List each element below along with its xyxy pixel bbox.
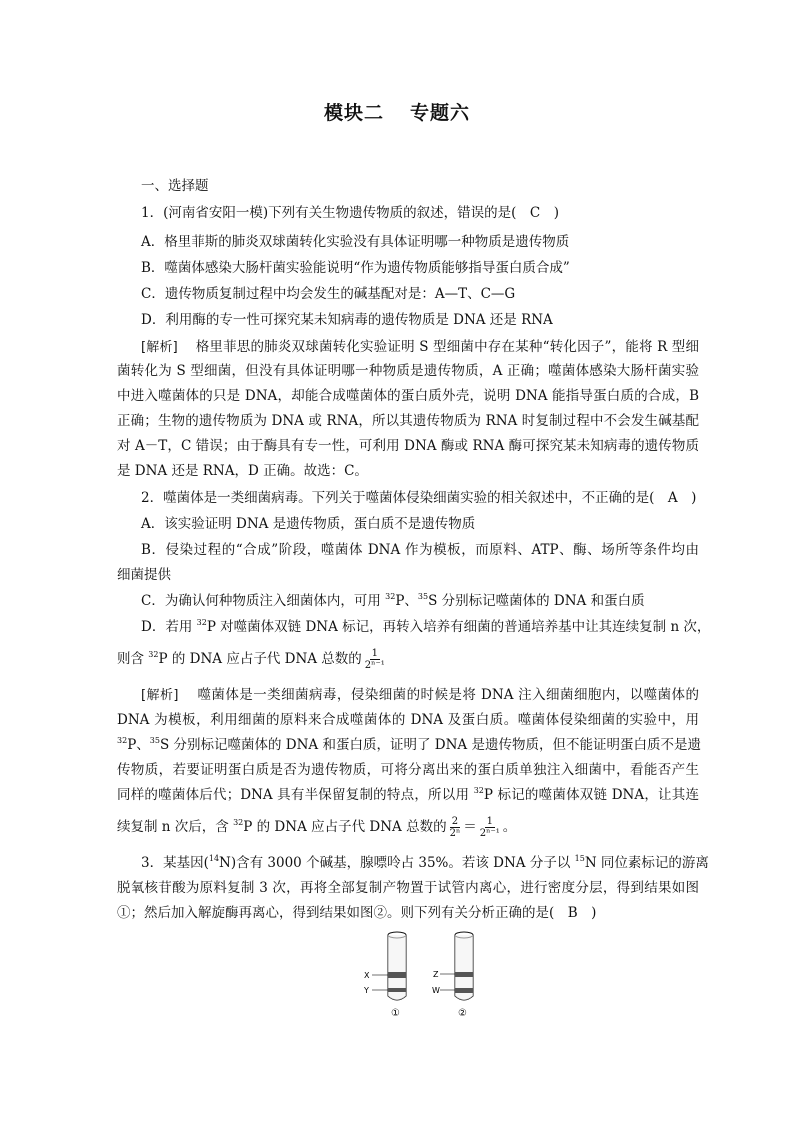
q1-analysis-line: 对 A－T，C 错误；由于酶具有专一性，可利用 DNA 酶或 RNA 酶可探究某未知病毒的遗传物质 [117,438,699,454]
q3-text: 3．某基因( [141,855,209,871]
fraction-numerator: 1 [486,816,493,827]
q2-analysis-line: DNA 为模板，利用细菌的原料来合成噬菌体的 DNA 及蛋白质。噬菌体侵染细菌的实验中，用 [117,712,699,728]
q2-analysis-tag: [解析] [141,688,179,703]
q3-text: N 同位素标记的游离 [584,855,709,871]
fraction [363,648,387,671]
q2-option-b: B．侵染过程的“合成”阶段，噬菌体 DNA 作为模板，而原料、ATP、酶、场所等条件均由 [141,542,699,558]
q2-stem: 2．噬菌体是一类细菌病毒。下列关于噬菌体侵染细菌实验的相关叙述中，不正确的是( A ) [141,490,697,506]
period: 。 [502,819,517,835]
isotope-mass: 35 [149,736,160,745]
q3-stem [141,853,709,873]
tube-1-band-x [388,972,406,978]
q1-analysis-line: 菌转化为 S 型细菌，但没有具体证明哪一种物质是遗传物质，A 正确；噬菌体感染大肠杆菌实验 [117,363,699,379]
tube-1-label-y: Y [364,986,369,995]
title-part1: 模块二 [323,102,384,124]
fraction [448,816,463,839]
q2-option-b-cont: 细菌提供 [117,567,171,583]
q2-analysis-line [141,685,699,706]
fraction-numerator: 2 [451,816,459,827]
q1-analysis-line: 是 DNA 还是 RNA，D 正确。故选：C。 [117,463,368,479]
isotope-mass: 15 [574,854,585,863]
q1-analysis-line: 正确；生物的遗传物质为 DNA 或 RNA，所以其遗传物质为 RNA 时复制过程中不会发生碱基配 [117,413,699,429]
q1-analysis-text: 格里菲思的肺炎双球菌转化实验证明 S 型细菌中存在某种“转化因子”，能将 R 型细 [195,339,699,355]
q2-analysis-text: 续复制 n 次后，含 [117,819,234,835]
q2-option-a: A．该实验证明 DNA 是遗传物质，蛋白质不是遗传物质 [141,516,476,532]
isotope-mass: 32 [233,818,244,827]
q2-analysis-line [117,735,699,755]
section-heading: 一、选择题 [141,178,209,194]
isotope-mass: 32 [148,650,159,659]
q2-analysis-text: S 分别标记噬菌体的 DNA 和蛋白质，证明了 DNA 是遗传物质，但不能证明蛋白质不是遗 [159,737,701,753]
q1-analysis-tag: [解析] [141,340,178,355]
equals-sign: ＝ [463,819,477,835]
q1-option-b: B．噬菌体感染大肠杆菌实验能说明“作为遗传物质能够指导蛋白质合成” [141,260,570,276]
tube-2 [432,932,473,1018]
tube-1-band-y [388,988,406,992]
q2-option-c [141,591,723,611]
q2-analysis-text: P、 [127,737,150,753]
q3-stem-cont: ①；然后加入解旋酶再离心，得到结果如图②。则下列有关分析正确的是( B ) [117,905,597,921]
q2-c-text: S 分别标记噬菌体的 DNA 和蛋白质 [428,593,645,609]
q2-option-d-cont [117,648,699,671]
q2-d-text: D．若用 [141,619,197,635]
tube-2-band-w [455,988,473,993]
isotope-mass: 32 [117,736,128,745]
title-part2: 专题六 [410,102,471,124]
q1-option-c: C．遗传物质复制过程中均会发生的碱基配对是：A—T、C—G [141,286,516,302]
q2-analysis-line [117,816,699,839]
tube-2-label-z: Z [433,970,439,979]
tube-2-band-z [455,972,473,977]
q1-analysis-line [141,337,699,358]
fraction-denominator: 2ⁿ [449,828,461,839]
q1-option-a: A．格里菲斯的肺炎双球菌转化实验没有具体证明哪一种物质是遗传物质 [141,234,570,250]
q2-d-text: 则含 [117,651,149,667]
isotope-mass: 32 [385,592,396,601]
q2-c-text: C．为确认何种物质注入细菌体内，可用 [141,593,386,609]
q1-analysis-line: 中进入噬菌体的只是 DNA，却能合成噬菌体的蛋白质外壳，说明 DNA 能指导蛋白质的合成，B [117,388,699,404]
q1-option-d: D．利用酶的专一性可探究某未知病毒的遗传物质是 DNA 还是 RNA [141,312,553,328]
tube-1 [363,932,406,1018]
q2-analysis-text: 噬菌体是一类细菌病毒，侵染细菌的时候是将 DNA 注入细菌细胞内，以噬菌体的 [197,687,699,703]
fraction-denominator: 2ⁿ⁻¹ [479,828,500,839]
isotope-mass: 35 [417,592,429,601]
q2-analysis-text: 同样的噬菌体后代；DNA 具有半保留复制的特点，所以用 [117,787,474,803]
centrifuge-tubes-figure [360,928,490,1018]
q3-text: N)含有 3000 个碱基，腺嘌呤占 35%。若该 DNA 分子以 [219,855,575,871]
tube-1-caption: ① [391,1008,400,1018]
fraction-numerator: 1 [371,648,378,659]
q3-stem-cont: 脱氧核苷酸为原料复制 3 次，再将全部复制产物置于试管内离心，进行密度分层，得到结果如图 [117,880,699,896]
tube-2-caption: ② [458,1008,467,1018]
q2-c-text: P、 [395,593,418,609]
q2-analysis-line [117,785,699,805]
q2-option-d [141,617,711,637]
q2-analysis-text: P 的 DNA 应占子代 DNA 总数的 [243,819,447,835]
fraction [478,816,502,839]
isotope-mass: 32 [196,618,207,627]
isotope-mass: 32 [473,786,484,795]
page-title [0,98,794,125]
q2-analysis-text: P 标记的噬菌体双链 DNA，让其连 [483,787,699,803]
q1-stem: 1．(河南省安阳一模)下列有关生物遗传物质的叙述，错误的是( C ) [141,205,559,221]
tube-2-label-w: W [432,986,440,995]
tube-1-label-x: X [364,971,370,980]
q2-d-text: P 对噬菌体双链 DNA 标记，再转入培养有细菌的普通培养基中让其连续复制 n 次， [206,619,711,635]
q2-analysis-line: 传物质，若要证明蛋白质是否为遗传物质，可将分离出来的蛋白质单独注入细菌中，看能否产生 [117,762,699,778]
isotope-mass: 14 [208,854,220,863]
q2-d-text: P 的 DNA 应占子代 DNA 总数的 [158,651,362,667]
fraction-denominator: 2ⁿ⁻¹ [364,660,385,671]
